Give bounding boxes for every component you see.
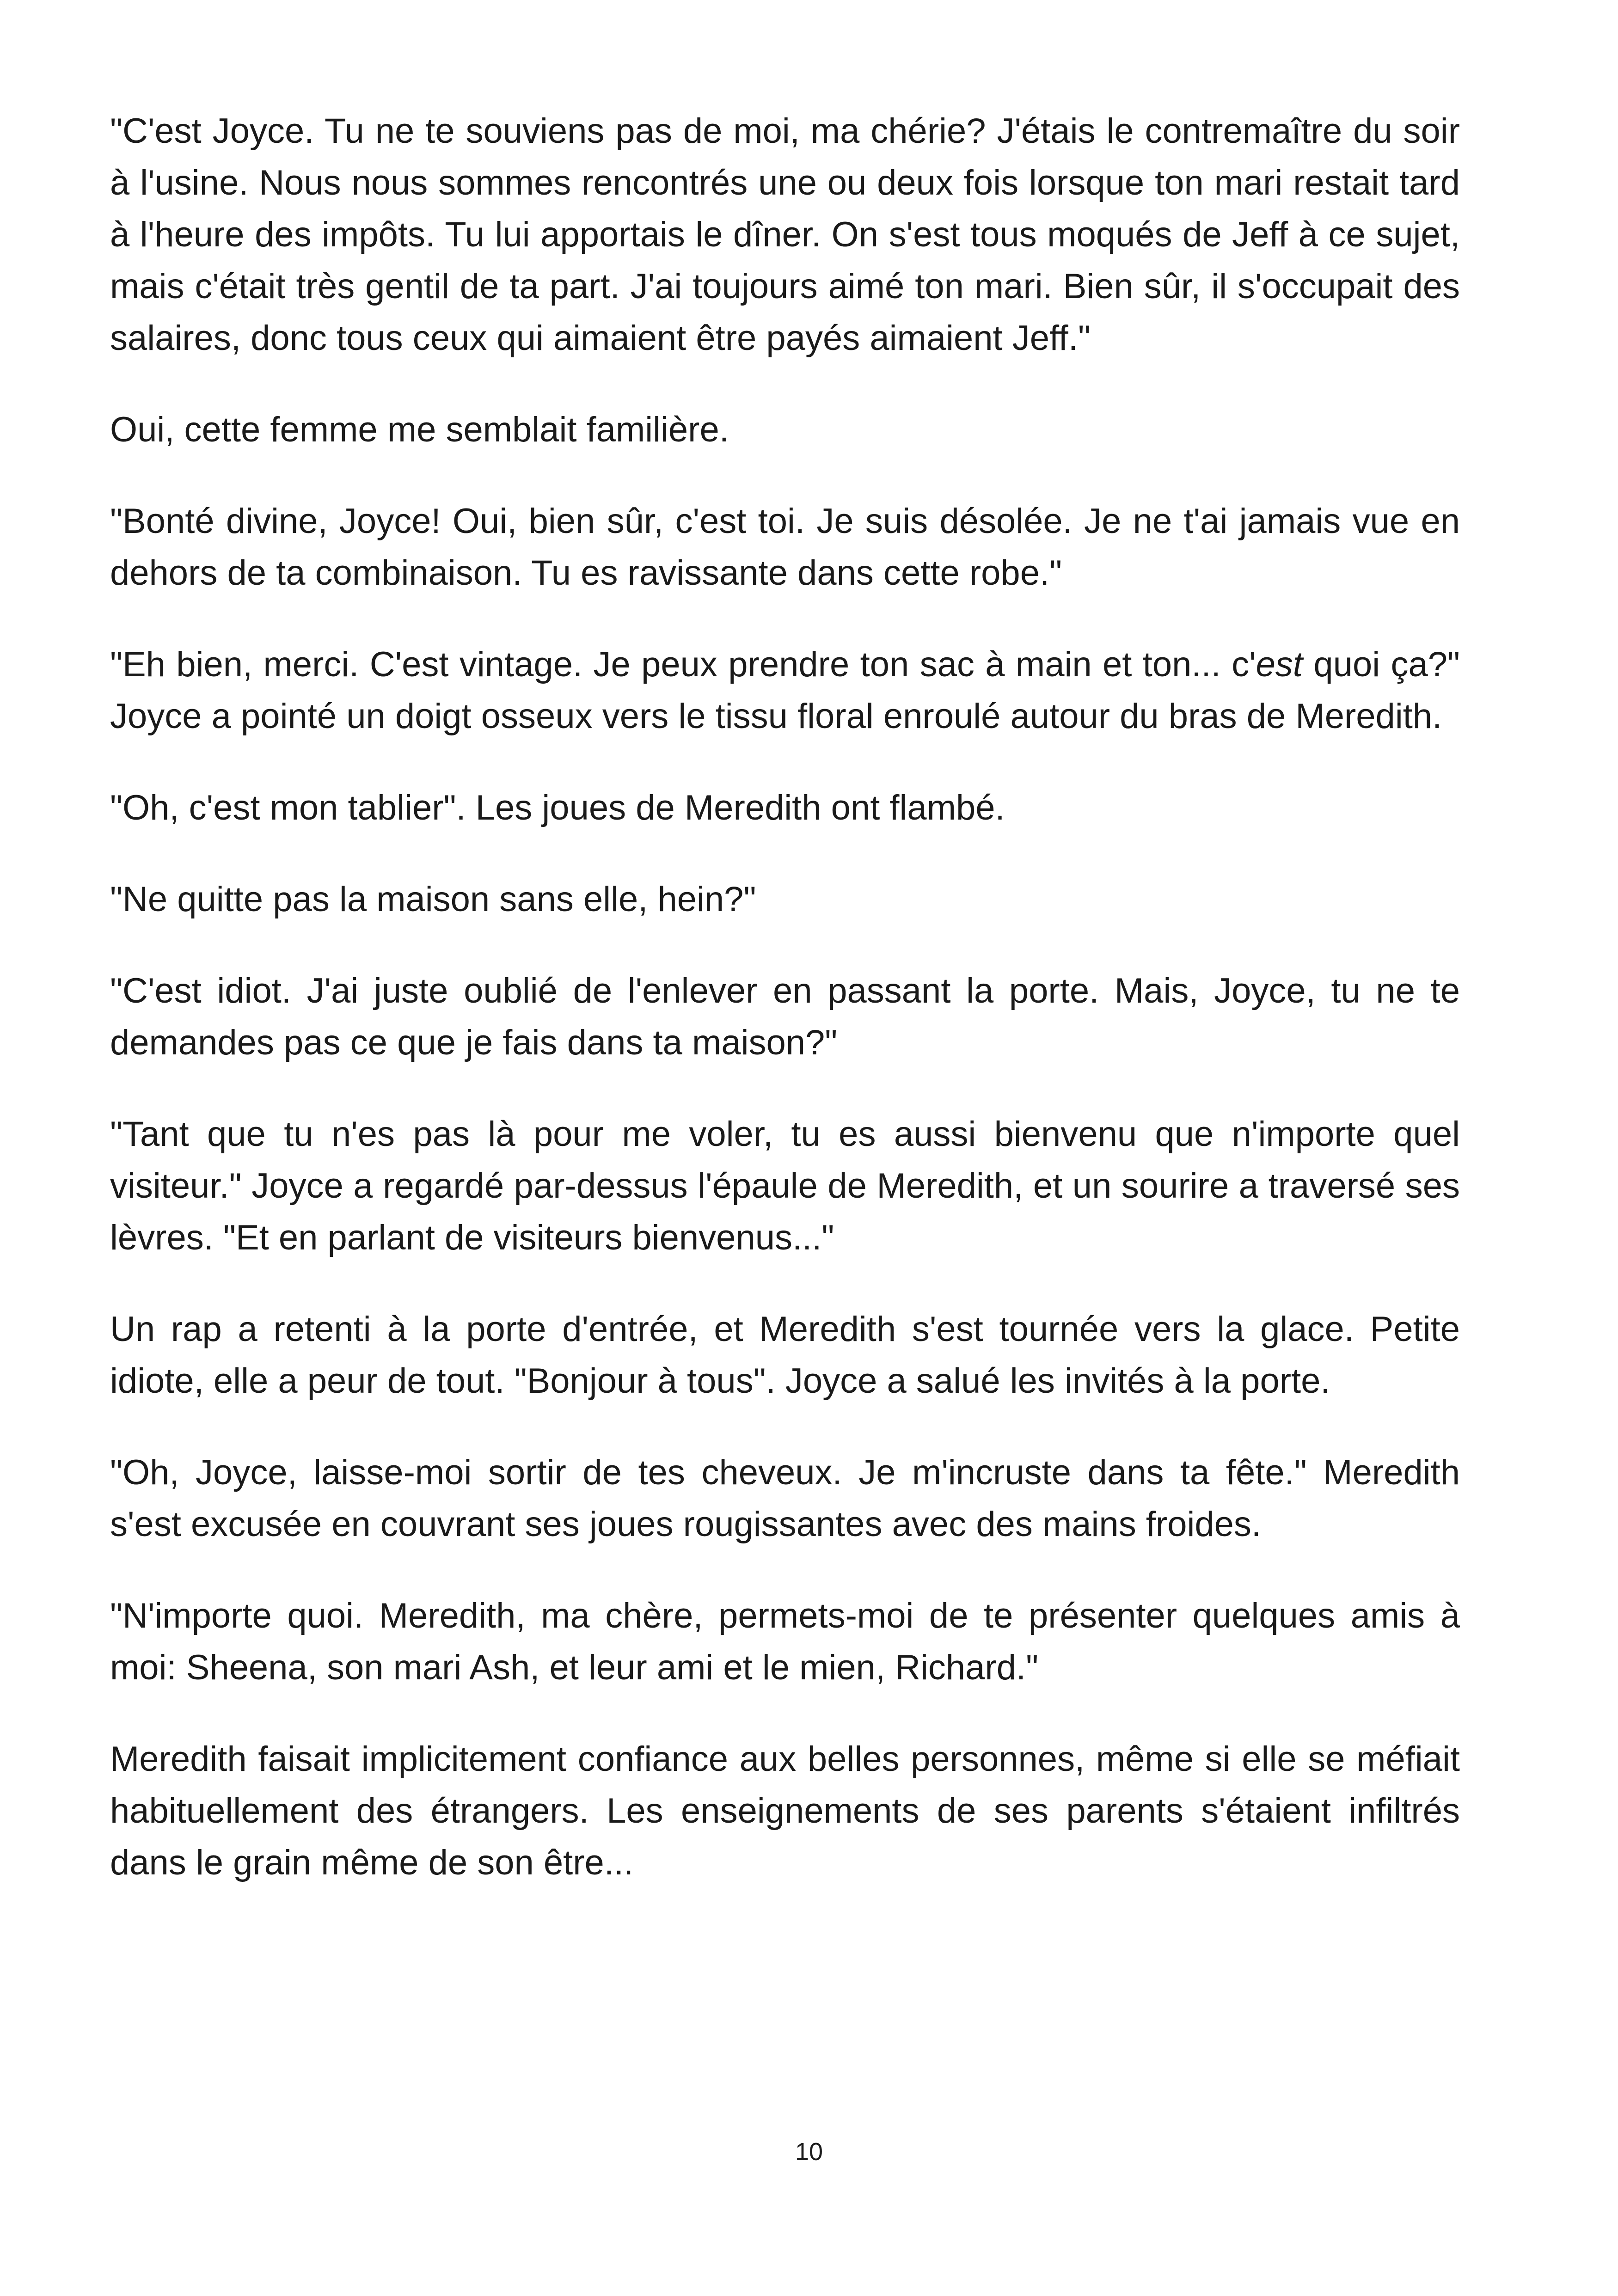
paragraph-12: Meredith faisait implicitement confiance aux belles personnes, même si elle se méfiait habituellement des étrangers. Les enseignements de ses parents s'étaient infiltrés dans le grain même de son être... <box>110 1739 1460 1882</box>
body-text <box>110 105 1460 1889</box>
paragraph-8: "Tant que tu n'es pas là pour me voler, tu es aussi bienvenu que n'importe quel visiteur." Joyce a regardé par-dessus l'épaule de Meredith, et un sourire a traversé ses lèvres. "Et en parlant de visiteurs bienvenus..." <box>110 1114 1460 1257</box>
paragraph-11: "N'importe quoi. Meredith, ma chère, permets-moi de te présenter quelques amis à moi: Sheena, son mari Ash, et leur ami et le mien, Richard." <box>110 1596 1460 1687</box>
page-number: 10 <box>795 2138 823 2166</box>
paragraph-4-emphasis: est <box>1256 645 1303 684</box>
paragraph-4-run-1: "Eh bien, merci. C'est vintage. Je peux prendre ton sac à main et ton... c' <box>110 645 1256 684</box>
paragraph-5: "Oh, c'est mon tablier". Les joues de Meredith ont flambé. <box>110 788 1005 827</box>
paragraph-10: "Oh, Joyce, laisse-moi sortir de tes cheveux. Je m'incruste dans ta fête." Meredith s'est excusée en couvrant ses joues rougissantes avec des mains froides. <box>110 1453 1460 1544</box>
paragraph-1: "C'est Joyce. Tu ne te souviens pas de moi, ma chérie? J'étais le contremaître du soir à l'usine. Nous nous sommes rencontrés une ou deux fois lorsque ton mari restait tard à l'heure des impôts. Tu lui apportais le dîner. On s'est tous moqués de Jeff à ce sujet, mais c'était très gentil de ta part. J'ai toujours aimé ton mari. Bien sûr, il s'occupait des salaires, donc tous ceux qui aimaient être payés aimaient Jeff." <box>110 111 1460 358</box>
paragraph-4 <box>110 639 1460 742</box>
paragraph-2: Oui, cette femme me semblait familière. <box>110 410 729 449</box>
paragraph-3: "Bonté divine, Joyce! Oui, bien sûr, c'est toi. Je suis désolée. Je ne t'ai jamais vue en dehors de ta combinaison. Tu es ravissante dans cette robe." <box>110 502 1460 593</box>
paragraph-4-run-2: quoi ça?" Joyce a pointé un doigt osseux vers le tissu floral enroulé autour du bras de Meredith. <box>110 645 1460 736</box>
paragraph-9: Un rap a retenti à la porte d'entrée, et Meredith s'est tournée vers la glace. Petite idiote, elle a peur de tout. "Bonjour à tous". Joyce a salué les invités à la porte. <box>110 1310 1460 1401</box>
paragraph-7: "C'est idiot. J'ai juste oublié de l'enlever en passant la porte. Mais, Joyce, tu ne te demandes pas ce que je fais dans ta maison?" <box>110 971 1460 1062</box>
paragraph-6: "Ne quitte pas la maison sans elle, hein?" <box>110 880 756 919</box>
